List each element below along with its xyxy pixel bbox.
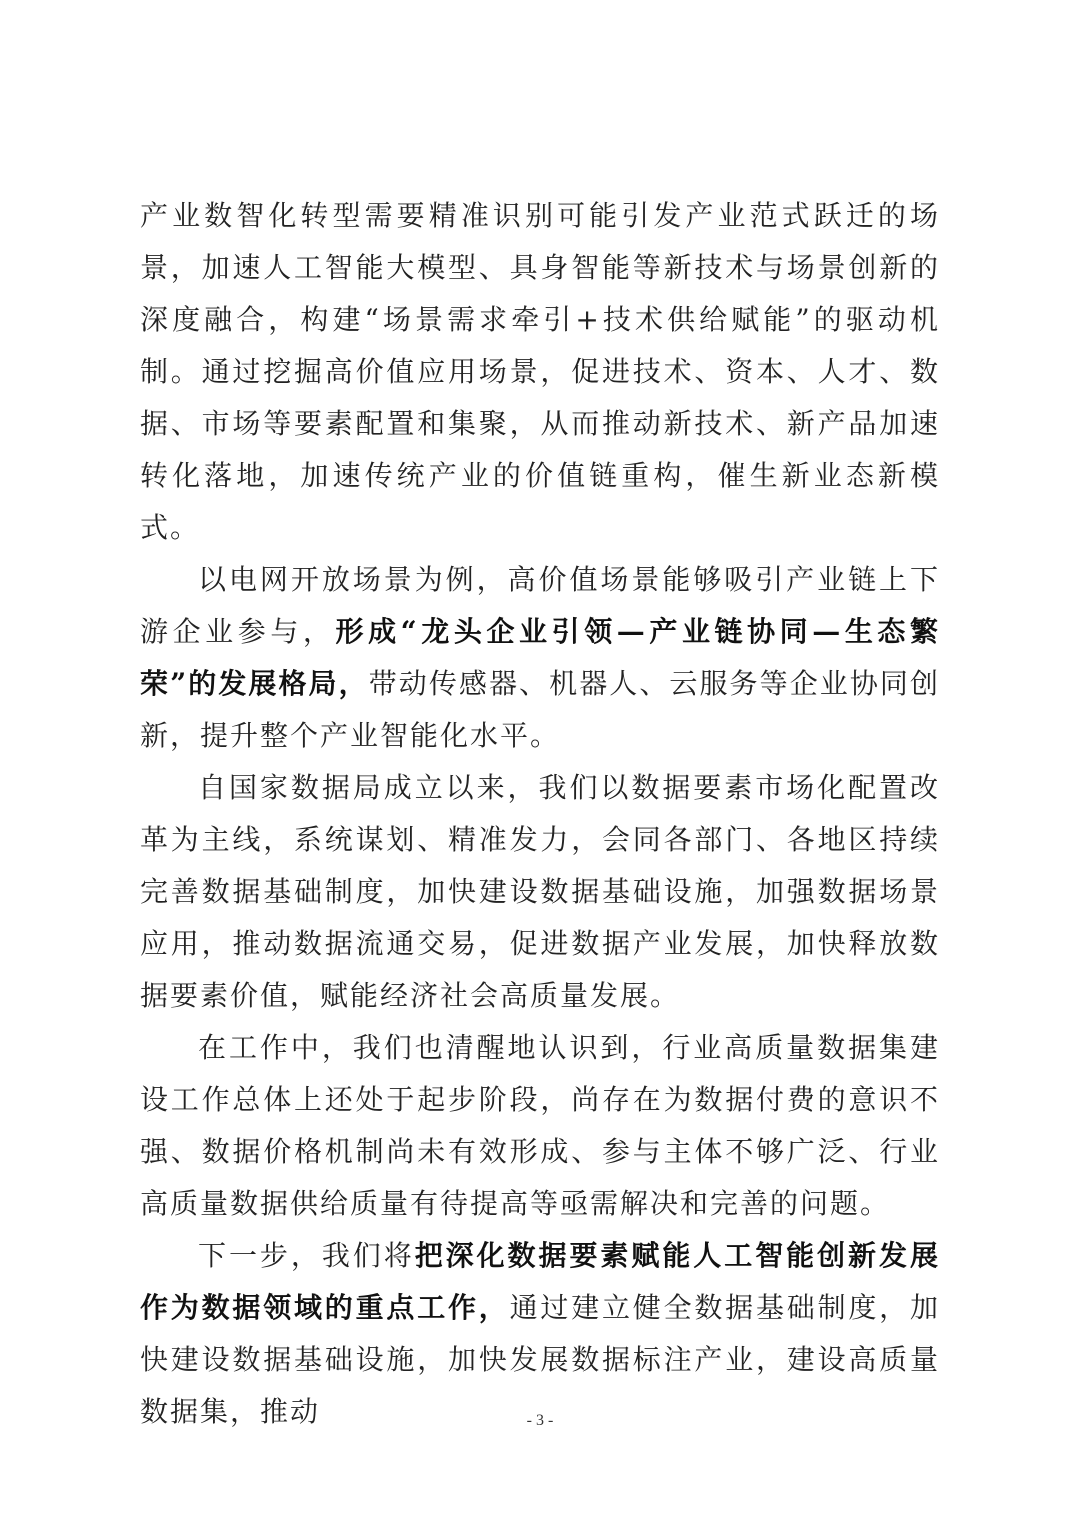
paragraph-2-text-after: 带动传感器、机器人、云服务等企业协同创新，提升整个产业智能化水平。 bbox=[140, 667, 940, 752]
paragraph-5 bbox=[140, 1230, 940, 1438]
document-body bbox=[140, 190, 940, 1438]
paragraph-5-text-before: 下一步，我们将 bbox=[198, 1239, 415, 1272]
paragraph-1: 产业数智化转型需要精准识别可能引发产业范式跃迁的场景，加速人工智能大模型、具身智能等新技术与场景创新的深度融合，构建“场景需求牵引+技术供给赋能”的驱动机制。通过挖掘高价值应用场景，促进技术、资本、人才、数据、市场等要素配置和集聚，从而推动新技术、新产品加速转化落地，加速传统产业的价值链重构，催生新业态新模式。 bbox=[140, 199, 940, 544]
paragraph-2-bold-text: 形成“龙头企业引领—产业链协同—生态繁荣”的发展格局， bbox=[140, 615, 940, 700]
paragraph-3: 自国家数据局成立以来，我们以数据要素市场化配置改革为主线，系统谋划、精准发力，会同各部门、各地区持续完善数据基础制度，加快建设数据基础设施，加强数据场景应用，推动数据流通交易，促进数据产业发展，加快释放数据要素价值，赋能经济社会高质量发展。 bbox=[140, 771, 940, 1012]
page-number: - 3 - bbox=[526, 1412, 554, 1429]
paragraph-5-text-after: 通过建立健全数据基础制度，加快建设数据基础设施，加快发展数据标注产业，建设高质量数据集，推动 bbox=[140, 1291, 940, 1428]
paragraph-2-text-before: 以电网开放场景为例，高价值场景能够吸引产业链上下游企业参与， bbox=[140, 563, 940, 648]
paragraph-4: 在工作中，我们也清醒地认识到，行业高质量数据集建设工作总体上还处于起步阶段，尚存在为数据付费的意识不强、数据价格机制尚未有效形成、参与主体不够广泛、行业高质量数据供给质量有待提高等亟需解决和完善的问题。 bbox=[140, 1031, 940, 1220]
paragraph-2 bbox=[140, 554, 940, 762]
paragraph-5-bold-text: 把深化数据要素赋能人工智能创新发展作为数据领域的重点工作， bbox=[140, 1239, 940, 1324]
